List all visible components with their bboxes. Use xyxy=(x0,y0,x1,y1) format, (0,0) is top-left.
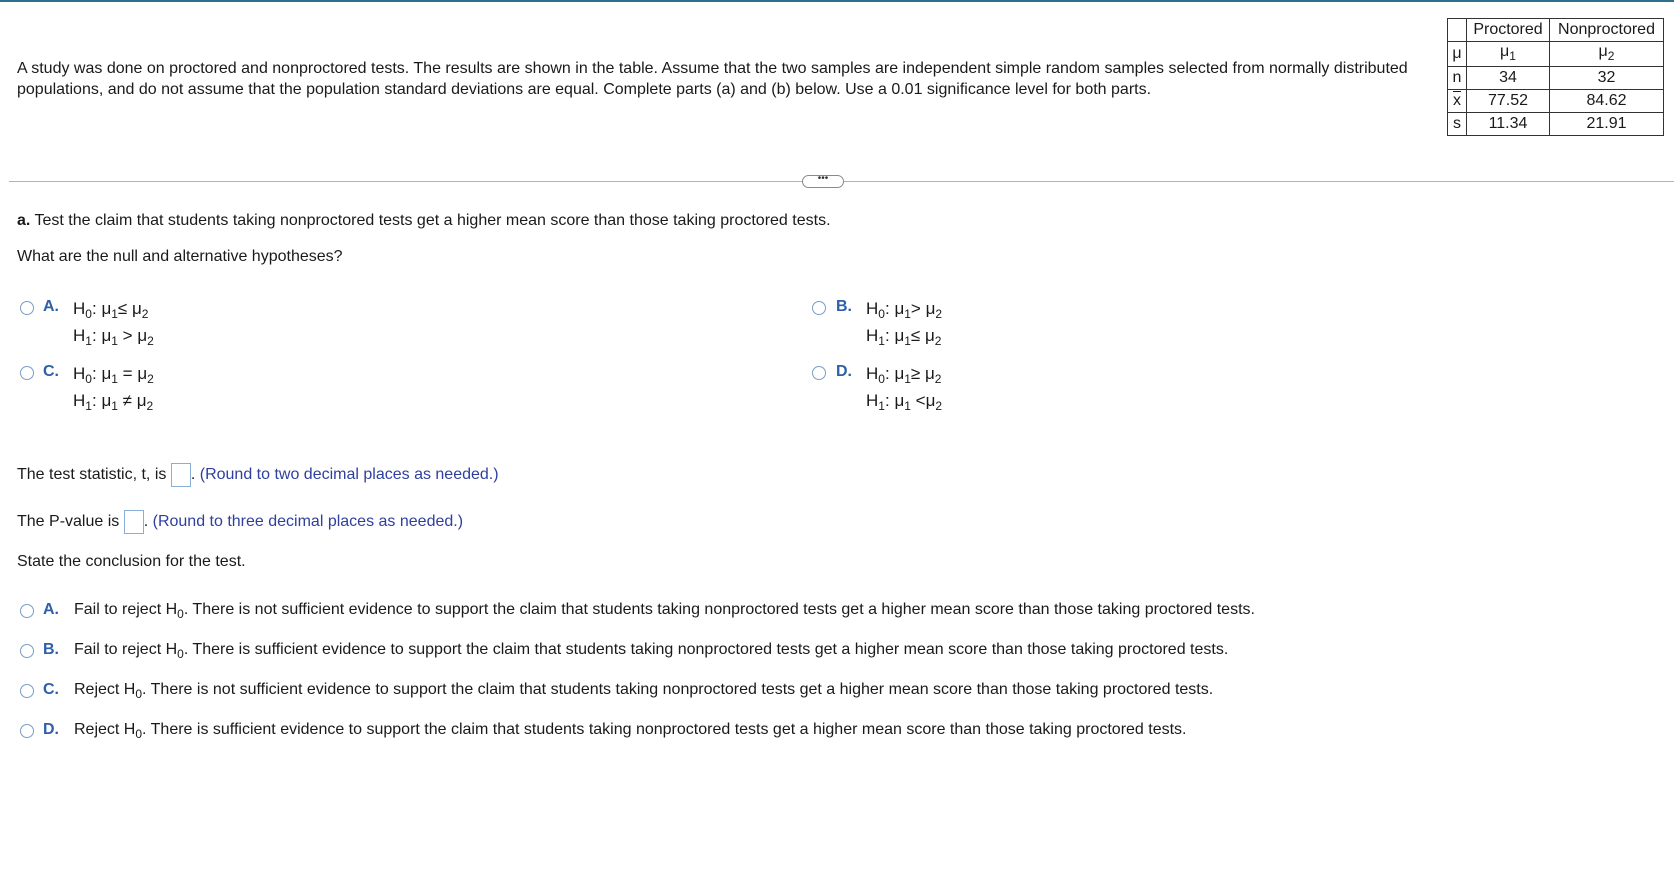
conclusion-option-d-text: Reject $H_0$. There is sufficient evidence to support the claim that students taking nonproctored tests get a higher mean score than those taking proctored tests. xyxy=(74,721,1187,741)
top-accent-bar xyxy=(0,0,1674,2)
data-table xyxy=(1447,18,1664,136)
cell-x1: 77.52 xyxy=(1467,90,1550,113)
more-options-button[interactable]: ••• xyxy=(802,175,844,188)
hypotheses-question: What are the null and alternative hypotheses? xyxy=(17,248,343,265)
hypothesis-c-h1: $H_1$: $\mu_1 \ne \mu_2$ xyxy=(73,391,154,413)
conclusion-option-a-text: Fail to reject $H_0$. There is not sufficient evidence to support the claim that students taking nonproctored tests get a higher mean score than those taking proctored tests. xyxy=(74,601,1255,621)
conclusion-prompt: State the conclusion for the test. xyxy=(17,553,246,570)
problem-intro: A study was done on proctored and nonproctored tests. The results are shown in the table. Assume that the two samples are independent simple random samples selected from normally distributed populations, and do not assume that the population standard deviations are equal. Complete parts (a) and (b) below. Use a 0.01 significance level for both parts. xyxy=(17,60,1408,98)
cell-x2: 84.62 xyxy=(1550,90,1664,113)
hypothesis-a-h0: $H_0$: $\mu_1\le \mu_2$ xyxy=(73,299,149,321)
row-label-mu: μ xyxy=(1448,42,1467,67)
hypothesis-c-h0: $H_0$: $\mu_1 = \mu_2$ xyxy=(73,364,154,386)
hypothesis-a-h1: $H_1$: $\mu_1 > \mu_2$ xyxy=(73,326,154,348)
table-header-proctored: Proctored xyxy=(1467,19,1550,42)
p-value-input[interactable] xyxy=(124,510,144,534)
row-label-s: s xyxy=(1448,113,1467,136)
test-statistic-input[interactable] xyxy=(171,463,191,487)
hypothesis-option-d-letter: D. xyxy=(836,363,852,380)
test-statistic-label: The test statistic, t, is xyxy=(17,466,167,484)
p-value-hint: (Round to three decimal places as needed.) xyxy=(152,513,464,531)
hypothesis-option-d-radio[interactable] xyxy=(812,366,826,380)
table-corner-cell xyxy=(1448,19,1467,42)
conclusion-option-a-letter: A. xyxy=(43,601,59,618)
table-header-nonproctored: Nonproctored xyxy=(1550,19,1664,42)
cell-mu1: $\mu_1$ xyxy=(1467,42,1550,67)
test-statistic-row: The test statistic, t, is . (Round to two decimal places as needed.) xyxy=(17,463,499,487)
table-row xyxy=(1448,67,1664,90)
conclusion-option-d-letter: D. xyxy=(43,721,59,738)
hypothesis-option-a-radio[interactable] xyxy=(20,301,34,315)
p-value-row: The P-value is . (Round to three decimal places as needed.) xyxy=(17,510,463,534)
table-row xyxy=(1448,113,1664,136)
cell-s1: 11.34 xyxy=(1467,113,1550,136)
conclusion-option-d-radio[interactable] xyxy=(20,724,34,738)
conclusion-option-c-text: Reject $H_0$. There is not sufficient evidence to support the claim that students taking nonproctored tests get a higher mean score than those taking proctored tests. xyxy=(74,681,1214,701)
hypothesis-d-h1: $H_1$: $\mu_1 <\mu_2$ xyxy=(866,391,943,413)
hypothesis-b-h0: $H_0$: $\mu_1> \mu_2$ xyxy=(866,299,943,321)
table-row xyxy=(1448,90,1664,113)
conclusion-option-c-letter: C. xyxy=(43,681,59,698)
p-value-label: The P-value is xyxy=(17,513,120,531)
conclusion-option-a-radio[interactable] xyxy=(20,604,34,618)
test-statistic-hint: (Round to two decimal places as needed.) xyxy=(199,466,499,484)
hypothesis-option-b-radio[interactable] xyxy=(812,301,826,315)
conclusion-option-b-letter: B. xyxy=(43,641,59,658)
hypothesis-d-h0: $H_0$: $\mu_1\ge \mu_2$ xyxy=(866,364,942,386)
row-label-xbar: $\overline{x}$ xyxy=(1448,90,1467,113)
row-label-n: n xyxy=(1448,67,1467,90)
conclusion-option-c-radio[interactable] xyxy=(20,684,34,698)
hypothesis-option-c-radio[interactable] xyxy=(20,366,34,380)
conclusion-option-b-text: Fail to reject $H_0$. There is sufficient evidence to support the claim that students taking nonproctored tests get a higher mean score than those taking proctored tests. xyxy=(74,641,1229,661)
cell-n2: 32 xyxy=(1550,67,1664,90)
table-row xyxy=(1448,42,1664,67)
cell-s2: 21.91 xyxy=(1550,113,1664,136)
hypothesis-option-b-letter: B. xyxy=(836,298,852,315)
hypothesis-option-a-letter: A. xyxy=(43,298,59,315)
conclusion-option-b-radio[interactable] xyxy=(20,644,34,658)
hypothesis-option-c-letter: C. xyxy=(43,363,59,380)
cell-n1: 34 xyxy=(1467,67,1550,90)
hypothesis-b-h1: $H_1$: $\mu_1\le \mu_2$ xyxy=(866,326,942,348)
part-a-claim: a. Test the claim that students taking nonproctored tests get a higher mean score than those taking proctored tests. xyxy=(17,212,831,229)
table-header-row xyxy=(1448,19,1664,42)
cell-mu2: $\mu_2$ xyxy=(1550,42,1664,67)
